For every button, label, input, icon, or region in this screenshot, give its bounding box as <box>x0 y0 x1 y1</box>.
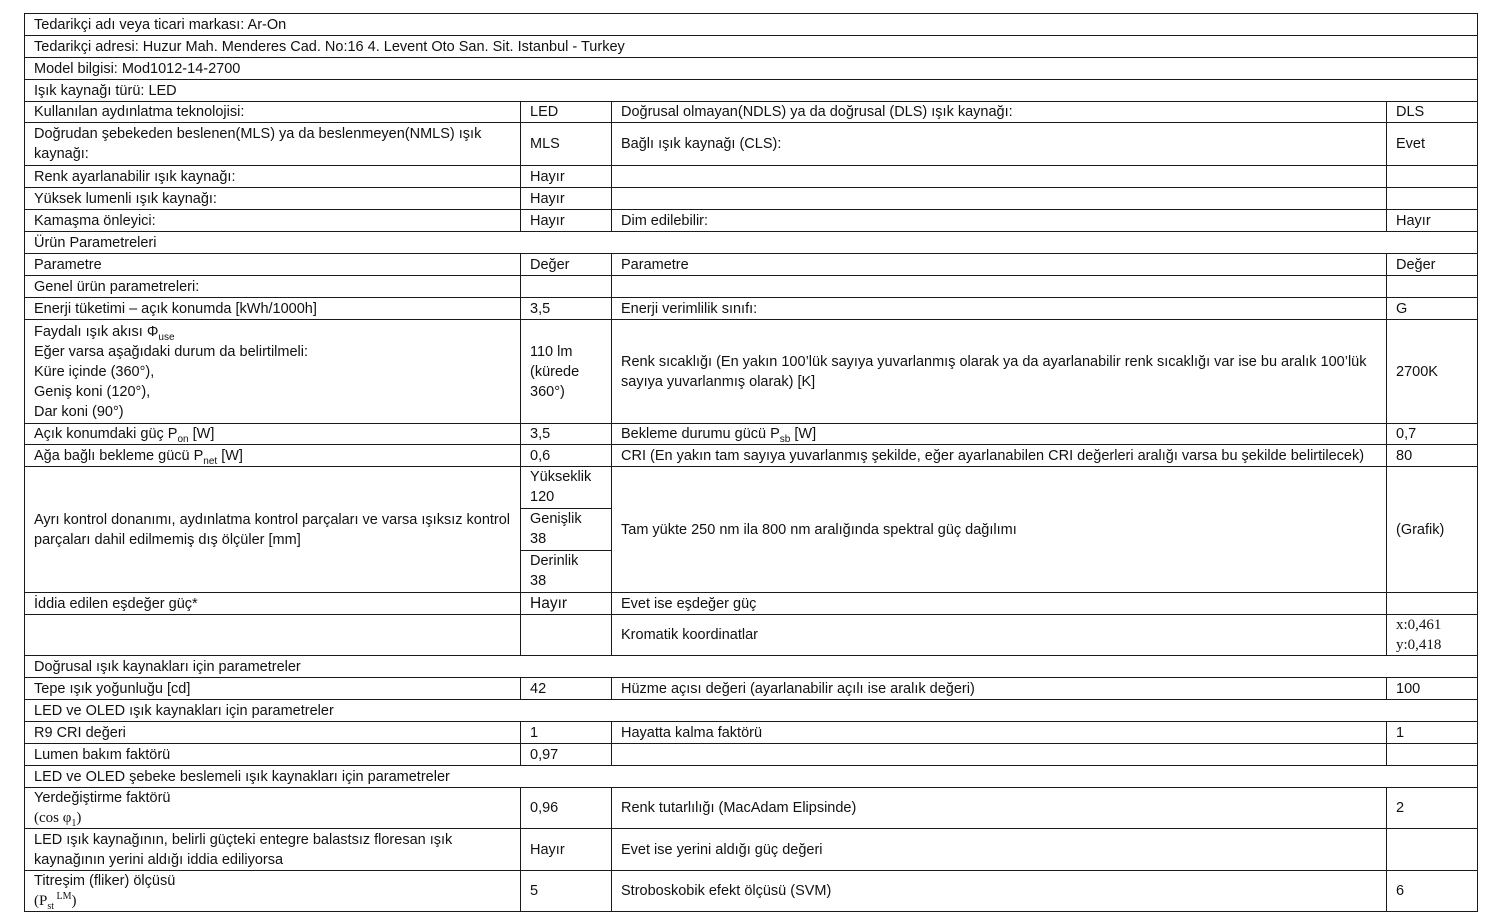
empty-cell <box>25 615 521 656</box>
row-equivalent-power <box>25 593 1478 615</box>
color-consistency-value: 2 <box>1387 788 1478 829</box>
empty-cell <box>612 188 1387 210</box>
efficiency-label: Enerji verimlilik sınıfı: <box>612 298 1387 320</box>
color-tunable-value: Hayır <box>521 166 612 188</box>
svm-value: 6 <box>1387 871 1478 912</box>
tech-value: LED <box>521 102 612 123</box>
cls-value: Evet <box>1387 123 1478 166</box>
row-model <box>25 58 1478 80</box>
lumen-maint-value: 0,97 <box>521 744 612 766</box>
row-technology <box>25 102 1478 123</box>
pf-label-text: Yerdeğiştirme faktörü <box>34 790 171 806</box>
dimmable-label: Dim edilebilir: <box>612 210 1387 232</box>
lumen-maint-label: Lumen bakım faktörü <box>25 744 521 766</box>
empty-cell <box>521 276 612 298</box>
anti-glare-value: Hayır <box>521 210 612 232</box>
light-source-type: Işık kaynağı türü: LED <box>25 80 1478 102</box>
row-light-source-type <box>25 80 1478 102</box>
mls-label: Doğrudan şebekeden beslenen(MLS) ya da beslenmeyen(NMLS) ışık kaynağı: <box>25 123 521 166</box>
cct-label: Renk sıcaklığı (En yakın 100’lük sayıya yuvarlanmış olarak ya da ayarlanabilir renk sıcaklığı var ise bu aralık 100’lük sayıya yuvarlanmış olarak) [K] <box>612 320 1387 424</box>
row-anti-glare <box>25 210 1478 232</box>
flux-label <box>25 320 521 424</box>
empty-cell <box>1387 829 1478 871</box>
flux-line-1: Faydalı ışık akısı $\Phi_{use}$ <box>34 323 175 343</box>
empty-cell <box>1387 276 1478 298</box>
cri-label: CRI (En yakın tam sayıya yuvarlanmış şekilde, eğer ayarlanabilen CRI değerleri aralığı varsa bu şekilde belirtilecek) <box>612 445 1387 467</box>
pf-label <box>25 788 521 829</box>
flicker-label-text: Titreşim (fliker) ölçüsü <box>34 873 176 889</box>
tech-label: Kullanılan aydınlatma teknolojisi: <box>25 102 521 123</box>
led-params-heading: LED ve OLED ışık kaynakları için parametreler <box>25 700 1478 722</box>
survival-value: 1 <box>1387 722 1478 744</box>
model-info: Model bilgisi: Mod1012-14-2700 <box>25 58 1478 80</box>
flicker-formula: ($P_{st}$ $^{LM}$) <box>34 891 77 912</box>
color-tunable-label: Renk ayarlanabilir ışık kaynağı: <box>25 166 521 188</box>
height-value: 120 <box>530 489 555 505</box>
cls-label: Bağlı ışık kaynağı (CLS): <box>612 123 1387 166</box>
color-consistency-label: Renk tutarlılığı (MacAdam Elipsinde) <box>612 788 1387 829</box>
chroma-values <box>1387 615 1478 656</box>
row-flicker <box>25 871 1478 912</box>
empty-cell <box>612 744 1387 766</box>
pf-formula: (cos $\varphi_1$) <box>34 810 82 829</box>
row-high-lumen <box>25 188 1478 210</box>
spd-value: (Grafik) <box>1387 467 1478 593</box>
flicker-label <box>25 871 521 912</box>
row-supplier-name <box>25 14 1478 36</box>
svm-label: Stroboskobik efekt ölçüsü (SVM) <box>612 871 1387 912</box>
survival-label: Hayatta kalma faktörü <box>612 722 1387 744</box>
beam-label: Hüzme açısı değeri (ayarlanabilir açılı ise aralık değeri) <box>612 678 1387 700</box>
row-led-params <box>25 700 1478 722</box>
energy-label: Enerji tüketimi – açık konumda [kWh/1000h] <box>25 298 521 320</box>
dimensions-label: Ayrı kontrol donanımı, aydınlatma kontrol parçaları ve varsa ışıksız kontrol parçaları dahil edilmemiş dış ölçüler [mm] <box>25 467 521 593</box>
row-power-factor <box>25 788 1478 829</box>
chroma-x: x:0,461 <box>1396 617 1442 633</box>
supplier-name: Tedarikçi adı veya ticari markası: Ar-On <box>25 14 1478 36</box>
r9-label: R9 CRI değeri <box>25 722 521 744</box>
row-supplier-address <box>25 36 1478 58</box>
row-chromaticity <box>25 615 1478 656</box>
ndls-label: Doğrusal olmayan(NDLS) ya da doğrusal (DLS) ışık kaynağı: <box>612 102 1387 123</box>
dls-params-heading: Doğrusal ışık kaynakları için parametreler <box>25 656 1478 678</box>
flux-line-5: Dar koni (90°) <box>34 403 124 420</box>
beam-value: 100 <box>1387 678 1478 700</box>
row-power-net <box>25 445 1478 467</box>
depth-box <box>521 551 611 592</box>
param-header: Parametre <box>25 254 521 276</box>
general-params-heading: Genel ürün parametreleri: <box>25 276 521 298</box>
pnet-value: 0,6 <box>521 445 612 467</box>
pon-label: Açık konumdaki güç $P_{on}$ [W] <box>25 424 521 445</box>
equiv-power-label: Evet ise eşdeğer güç <box>612 593 1387 615</box>
width-value: 38 <box>530 531 547 547</box>
value-header: Değer <box>521 254 612 276</box>
empty-cell <box>1387 166 1478 188</box>
row-luminous-flux <box>25 320 1478 424</box>
flux-line-3: Küre içinde (360°), <box>34 363 155 380</box>
row-dimensions <box>25 467 1478 593</box>
flux-line-4: Geniş koni (120°), <box>34 383 151 400</box>
width-label: Genişlik <box>530 511 582 527</box>
height-box <box>521 467 611 508</box>
empty-cell <box>1387 593 1478 615</box>
product-params-heading: Ürün Parametreleri <box>25 232 1478 254</box>
row-power-on <box>25 424 1478 445</box>
energy-value: 3,5 <box>521 298 612 320</box>
empty-cell <box>1387 188 1478 210</box>
flux-line-2: Eğer varsa aşağıdaki durum da belirtilmeli: <box>34 343 309 360</box>
row-replacement <box>25 829 1478 871</box>
equiv-label: İddia edilen eşdeğer güç* <box>25 593 521 615</box>
chroma-y: y:0,418 <box>1396 637 1442 653</box>
row-lumen-maintenance <box>25 744 1478 766</box>
pnet-label: Ağa bağlı bekleme gücü $P_{net}$ [W] <box>25 445 521 467</box>
row-dls-params <box>25 656 1478 678</box>
row-column-headers <box>25 254 1478 276</box>
peak-label: Tepe ışık yoğunluğu [cd] <box>25 678 521 700</box>
flux-value: 110 lm (kürede 360°) <box>521 320 612 424</box>
r9-value: 1 <box>521 722 612 744</box>
empty-cell <box>521 615 612 656</box>
led-mains-params-heading: LED ve OLED şebeke beslemeli ışık kaynakları için parametreler <box>25 766 1478 788</box>
chroma-label: Kromatik koordinatlar <box>612 615 1387 656</box>
replace-power-label: Evet ise yerini aldığı güç değeri <box>612 829 1387 871</box>
row-energy <box>25 298 1478 320</box>
value-header: Değer <box>1387 254 1478 276</box>
replace-value: Hayır <box>521 829 612 871</box>
empty-cell <box>612 166 1387 188</box>
ndls-value: DLS <box>1387 102 1478 123</box>
high-lumen-label: Yüksek lumenli ışık kaynağı: <box>25 188 521 210</box>
supplier-address: Tedarikçi adresi: Huzur Mah. Menderes Cad. No:16 4. Levent Oto San. Sit. Istanbul - Turkey <box>25 36 1478 58</box>
depth-value: 38 <box>530 573 547 589</box>
high-lumen-value: Hayır <box>521 188 612 210</box>
row-led-mains-params <box>25 766 1478 788</box>
replace-label: LED ışık kaynağının, belirli güçteki entegre balastsız floresan ışık kaynağının yerini aldığı iddia ediliyorsa <box>25 829 521 871</box>
row-product-params <box>25 232 1478 254</box>
row-general-params <box>25 276 1478 298</box>
product-information-sheet <box>24 13 1478 912</box>
height-label: Yükseklik <box>530 469 592 485</box>
anti-glare-label: Kamaşma önleyici: <box>25 210 521 232</box>
flicker-value: 5 <box>521 871 612 912</box>
equiv-value: Hayır <box>521 593 612 615</box>
spd-label: Tam yükte 250 nm ila 800 nm aralığında spektral güç dağılımı <box>612 467 1387 593</box>
row-r9 <box>25 722 1478 744</box>
row-mls <box>25 123 1478 166</box>
pf-value: 0,96 <box>521 788 612 829</box>
dimensions-values <box>521 467 612 593</box>
param-header: Parametre <box>612 254 1387 276</box>
row-peak-intensity <box>25 678 1478 700</box>
row-color-tunable <box>25 166 1478 188</box>
psb-value: 0,7 <box>1387 424 1478 445</box>
mls-value: MLS <box>521 123 612 166</box>
empty-cell <box>1387 744 1478 766</box>
peak-value: 42 <box>521 678 612 700</box>
cct-value: 2700K <box>1387 320 1478 424</box>
cri-value: 80 <box>1387 445 1478 467</box>
psb-label: Bekleme durumu gücü $P_{sb}$ [W] <box>612 424 1387 445</box>
pon-value: 3,5 <box>521 424 612 445</box>
depth-label: Derinlik <box>530 553 579 569</box>
efficiency-value: G <box>1387 298 1478 320</box>
empty-cell <box>612 276 1387 298</box>
dimmable-value: Hayır <box>1387 210 1478 232</box>
width-box <box>521 508 611 551</box>
